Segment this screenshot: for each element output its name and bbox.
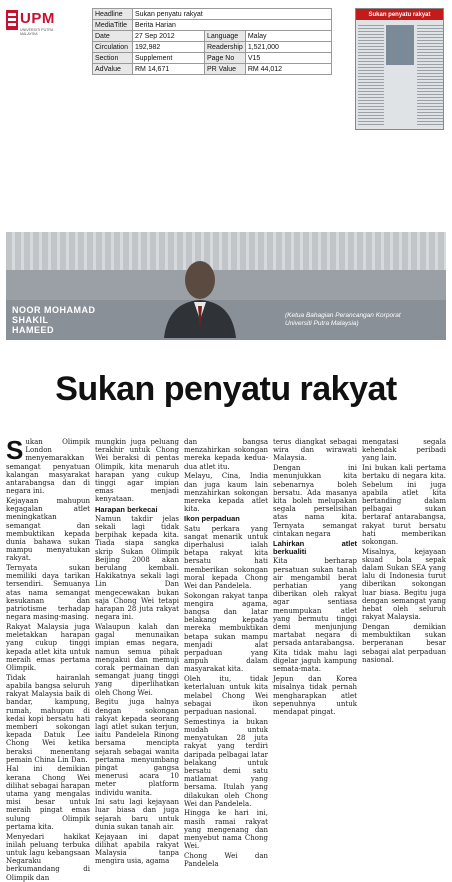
author-position: [285, 312, 401, 327]
circulation-value: 192,982: [133, 42, 205, 53]
paragraph: ukan Olimpik London menyemarakkan semangat penyatuan kalangan masyarakat antarabangsa dan di negara ini.: [6, 438, 90, 496]
page-thumbnail: [355, 8, 444, 130]
logo-text: UPM: [20, 10, 55, 27]
paragraph: mungkin juga peluang terakhir untuk Chong Wei beraksi di pentas Olimpik, kita menaruh harapan yang cukup tinggi agar impian emas menjadi kenyataan.: [95, 438, 179, 504]
table-row: [93, 64, 332, 75]
paragraph: Kejayaan mahupun kegagalan atlet meningkatkan semangat dan membuktikan kepada dunia bahawa sukan mampu menyatukan rakyat.: [6, 496, 90, 563]
paragraph: Hingga ke hari ini, masih ramai rakyat yang mengenang dan menyebut nama Chong Wei.: [184, 809, 268, 851]
article-headline: Sukan penyatu rakyat: [55, 370, 397, 408]
pageno-value: V15: [245, 53, 331, 64]
paragraph: Oleh itu, tidak keterlaluan untuk kita melabel Chong Wei sebagai ikon perpaduan nasional.: [184, 675, 268, 716]
paragraph: Walaupun kalah dan gagal menunaikan impian emas negara, namun semua pihak mengakui dan memuji corak permainan dan semangat juang tinggi yang diperlihatkan oleh Chong Wei.: [95, 622, 179, 697]
paragraph: Semestinya ia bukan mudah untuk menyatukan 28 juta rakyat yang terdiri daripada pelbagai latar belakang untuk bersatu demi satu matlamat yang bersama. Itulah yang dilakukan oleh Chong Wei dan Pandelela.: [184, 717, 268, 808]
author-photo: [150, 250, 250, 338]
thumbnail-header: [356, 9, 443, 20]
prvalue-value: RM 44,012: [245, 64, 331, 75]
table-row: [93, 31, 332, 42]
author-name: [12, 305, 96, 335]
crest-icon: [6, 10, 18, 30]
paragraph: Dengan ini menunjukkan kita sebenarnya boleh bersatu. Ada masanya kita boleh melupakan segala perselisihan atas nama kita. Ternyata semangat cintakan negara: [273, 464, 357, 538]
advalue-label: AdValue: [93, 64, 133, 75]
language-value: Malay: [245, 31, 331, 42]
readership-label: Readership: [205, 42, 246, 53]
circulation-label: Circulation: [93, 42, 133, 53]
paragraph: Begitu juga halnya dengan sokongan rakyat kepada seorang lagi atlet sukan terjun, iaitu Pandelela Rinong bersama mencipta sejarah sebagai wanita pertama menyumbang pingat gangsa menerusi acara 10 meter platform individu wanita.: [95, 698, 179, 797]
paragraph: Melayu, Cina, India dan juga kaum lain menzahirkan sokongan mereka kepada atlet kita.: [184, 472, 268, 514]
author-line: NOOR MOHAMAD: [12, 305, 96, 315]
advalue-value: RM 14,671: [133, 64, 205, 75]
paragraph: Satu perkara yang sangat menarik untuk diperhalusi ialah betapa rakyat kita bersatu hati memberikan sokongan moral kepada Chong Wei dan Pandelela.: [184, 524, 268, 590]
mediatitle-label: MediaTitle: [93, 20, 133, 31]
paragraph: Dengan demikian membuktikan sukan berperanan besar sebagai alat perpaduan nasional.: [362, 622, 446, 664]
article-column-1: [6, 435, 90, 882]
paragraph: Misalnya, kejayaan skuad bola sepak dalam Sukan SEA yang lalu di Indonesia turut diberikan sokongan luar biasa. Begitu juga dengan semangat yang hebat oleh seluruh rakyat Malaysia.: [362, 547, 446, 622]
article-column-4: [273, 438, 357, 716]
article-column-3: [184, 438, 268, 869]
article-column-2: [95, 438, 179, 866]
subheading: Harapan berkecai: [95, 504, 158, 514]
prvalue-label: PR Value: [205, 64, 246, 75]
upm-logo: [6, 8, 58, 48]
drop-cap: S: [6, 435, 24, 465]
paragraph: Ini satu lagi kejayaan luar biasa dan juga sejarah baru untuk dunia sukan tanah air.: [95, 798, 179, 831]
article-body: [6, 435, 446, 882]
paragraph: mengatasi segala kehendak peribadi yang lain.: [362, 438, 446, 463]
date-value: 27 Sep 2012: [133, 31, 205, 42]
paragraph: Hal ini demikian kerana Chong Wei dilihat sebagai harapan utama yang mengalas misi besar untuk meraih pingat emas sulung Olimpik pertama kita.: [6, 765, 90, 831]
paragraph: Kejayaan ini dapat dilihat apabila rakyat Malaysia tanpa mengira usia, agama: [95, 832, 179, 866]
paragraph: Tidak hairanlah apabila bangsa seluruh rakyat Malaysia baik di bandar, kampung, rumah, mahupun di kedai kopi bersatu hati memberi sokongan kepada Datuk Lee Chong Wei ketika beraksi menentang pemain China Lin Dan.: [6, 673, 90, 764]
position-line: Universiti Putra Malaysia): [285, 319, 359, 327]
article-column-5: [362, 438, 446, 664]
logo-subtitle: UNIVERSITI PUTRA MALAYSIA: [20, 28, 54, 36]
paragraph: Kita tidak mahu lagi digelar jaguh kampung semata-mata.: [273, 649, 357, 674]
thumbnail-photo: [386, 25, 414, 65]
table-row: [93, 42, 332, 53]
table-row: [93, 53, 332, 64]
author-line: SHAKIL: [12, 315, 49, 325]
thumbnail-title: Sukan penyatu rakyat: [368, 11, 431, 18]
table-row: [93, 9, 332, 20]
section-value: Supplement: [133, 53, 205, 64]
mediatitle-value: Berita Harian: [133, 20, 332, 31]
subheading: Ikon perpaduan: [184, 514, 240, 524]
headline-value: Sukan penyatu rakyat: [133, 9, 332, 20]
paragraph: Namun takdir jelas sekali lagi tidak berpihak kepada kita. Tiada siapa sangka skrip Sukan Olimpik Beijing 2008 akan berulang kembali. Hakikatnya sekali lagi Lin Dan mengecewakan bukan saja Chong Wei tetapi harapan 28 juta rakyat negara ini.: [95, 514, 179, 622]
paragraph: Ternyata sukan memiliki daya tarikan tersendiri. Semuanya atas nama semangat kesukanan dan patriotisme terhadap negara masing-masing.: [6, 564, 90, 622]
paragraph: dan bangsa menzahirkan sokongan mereka kepada kedua-dua atlet itu.: [184, 438, 268, 471]
author-line: HAMEED: [12, 325, 55, 335]
paragraph: Jepun dan Korea misalnya tidak pernah mengharapkan atlet sepenuhnya untuk mendapat pingat.: [273, 675, 357, 716]
section-label: Section: [93, 53, 133, 64]
headline-label: Headline: [93, 9, 133, 20]
thumbnail-column: [417, 25, 443, 125]
subheading: Lahirkan atlet berkualiti: [273, 538, 357, 557]
clipping-metadata-table: [92, 8, 332, 75]
paragraph: Kita berharap persatuan sukan tanah air mengambil berat perhatian yang diberikan oleh rakyat agar sentiasa menumpukan atlet yang bermutu tinggi demi menjunjung martabat negara di persada antarabangsa.: [273, 557, 357, 648]
date-label: Date: [93, 31, 133, 42]
pageno-label: Page No: [205, 53, 246, 64]
paragraph: terus diangkat sebagai wira dan wirawati Malaysia.: [273, 438, 357, 463]
paragraph: Chong Wei dan Pandelela: [184, 851, 268, 869]
readership-value: 1,521,000: [245, 42, 331, 53]
position-line: (Ketua Bahagian Perancangan Korporat: [285, 312, 401, 319]
paragraph: Ini bukan kali pertama bertaku di negara kita. Sebelum ini juga apabila atlet kita bertanding dalam pelbagai sukan bertaraf antarabangsa, rakyat turut bersatu hati memberikan sokongan.: [362, 464, 446, 546]
language-label: Language: [205, 31, 246, 42]
thumbnail-column: [358, 25, 384, 125]
paragraph: Menyedari hakikat inilah peluang terbuka untuk lagu kebangsaan Negaraku berkumandang di Olimpik dan: [6, 832, 90, 882]
paragraph: Rakyat Malaysia juga meletakkan harapan yang cukup tinggi kepada atlet kita untuk meraih emas pertama Olimpik.: [6, 622, 90, 672]
paragraph: Sokongan rakyat tanpa mengira agama, bangsa dan latar belakang kepada mereka membuktikan betapa sukan mampu menjadi alat perpaduan yang ampuh dalam masyarakat kita.: [184, 591, 268, 674]
table-row: [93, 20, 332, 31]
